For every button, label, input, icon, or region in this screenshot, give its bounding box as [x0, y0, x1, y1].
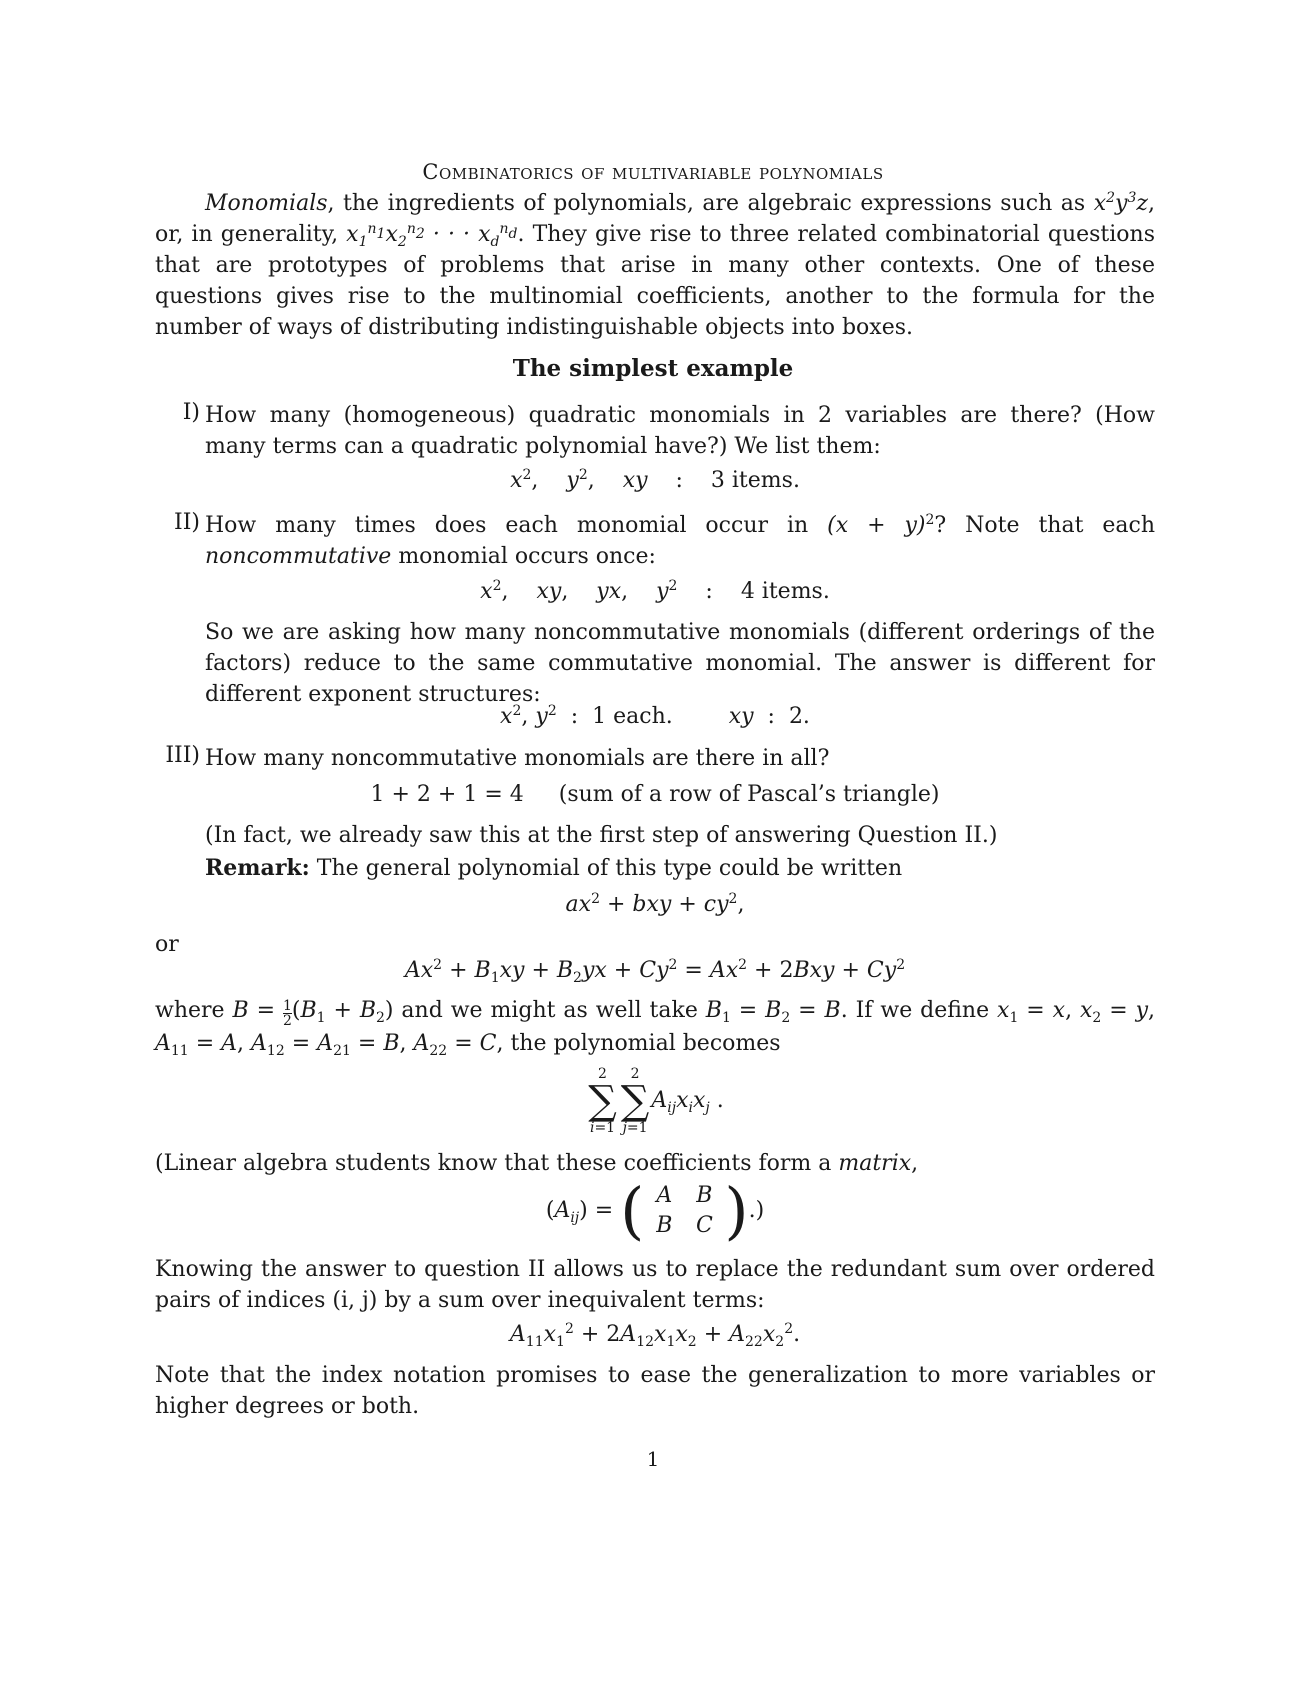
- equation-orderings: $x^2$, $y^2$ : 1 each. xy : 2.: [500, 703, 810, 729]
- item-1-text: How many (homogeneous) quadratic monomials in 2 variables are there? (How many terms can a quadratic polynomial have?) We list them:: [205, 403, 1155, 459]
- where-paragraph: where B = $\frac{1}{2}$ $(B_1 + B_2)$ and we might as well take $B_1 = B_2 = B$. If we define $x_1 = x$, $x_2 = y$, $A_{11} = A$, $A_{12} = A_{21} = B$, $A_{22} = C$, the polynomial becomes: [155, 998, 1156, 1059]
- item-2-followup: So we are asking how many noncommutative monomials (different orderings of the factors) reduce to the same commutative monomial. The answer is different for different exponent structures:: [205, 620, 1155, 707]
- remark-label: Remark:: [205, 855, 310, 881]
- intro-emph-word: Monomials: [205, 191, 328, 216]
- equation-double-sum: 2 ∑ i=1 2 ∑ j=1 $A_{ij}x_ix_j$ .: [588, 1066, 724, 1136]
- intro-paragraph: Monomials, the ingredients of polynomials, are algebraic expressions such as $x^2y^3z$, or, in generality, $x_1^{n_1}x_2^{n_2}$ · · · $x_d^{n_d}$. They give rise to three related combinatorial questions that are prototypes of problems that arise in many other contexts. One of these questions gives rise to the multinomial coefficients, another to the formula for the number of ways of distributing indistinguishable objects into boxes.: [155, 190, 1156, 340]
- equation-noncommutative-polynomial: $Ax^2 + B_1xy + B_2yx + Cy^2 = Ax^2 + 2Bxy + Cy^2$: [404, 957, 906, 986]
- note-paragraph: Note that the index notation promises to ease the generalization to more variables or higher degrees or both.: [155, 1363, 1155, 1419]
- page-title: Combinatorics of multivariable polynomials: [422, 160, 884, 184]
- equation-quadratic-monomials: $x^2$, $y^2$, xy : 3 items.: [510, 467, 800, 493]
- equation-inequivalent-terms: $A_{11}x_1^2 + 2A_{12}x_1x_2 + A_{22}x_2^2$.: [509, 1321, 801, 1350]
- equation-pascal-sum: 1 + 2 + 1 = 4 (sum of a row of Pascal’s triangle): [370, 782, 940, 807]
- remark: Remark: The general polynomial of this type could be written: [205, 855, 903, 881]
- sum-over-i: 2 ∑ i=1: [588, 1066, 617, 1136]
- equation-general-polynomial: $ax^2$ + bxy + $cy^2$,: [565, 891, 745, 917]
- item-3-infact: (In fact, we already saw this at the first step of answering Question II.): [205, 823, 998, 848]
- item-2-text: How many times does each monomial occur in $(x + y)^2$? Note that each noncommutative monomial occurs once:: [205, 512, 1155, 569]
- item-label-3: III): [165, 743, 200, 768]
- equation-matrix: $(A_{ij})$ = ( A B B C ).): [545, 1174, 765, 1247]
- linear-algebra-line: (Linear algebra students know that these coefficients form a matrix,: [155, 1151, 919, 1176]
- equation-noncommutative-monomials: $x^2$, xy, yx, $y^2$ : 4 items.: [480, 578, 830, 604]
- knowing-paragraph: Knowing the answer to question II allows us to replace the redundant sum over ordered pairs of indices (i, j) by a sum over inequivalent terms:: [155, 1257, 1155, 1313]
- section-heading: The simplest example: [512, 355, 794, 382]
- sum-over-j: 2 ∑ j=1: [620, 1066, 650, 1136]
- item-3-text: How many noncommutative monomials are there in all?: [205, 746, 830, 771]
- math-general-monomial: $x_1^{n_1}x_2^{n_2}$ · · · $x_d^{n_d}$: [346, 221, 518, 250]
- or-word: or: [155, 932, 179, 957]
- page-number: 1: [646, 1447, 660, 1471]
- item-label-2: II): [174, 510, 200, 535]
- math-example-monomial: $x^2y^3z$: [1093, 190, 1148, 216]
- item-label-1: I): [182, 400, 200, 425]
